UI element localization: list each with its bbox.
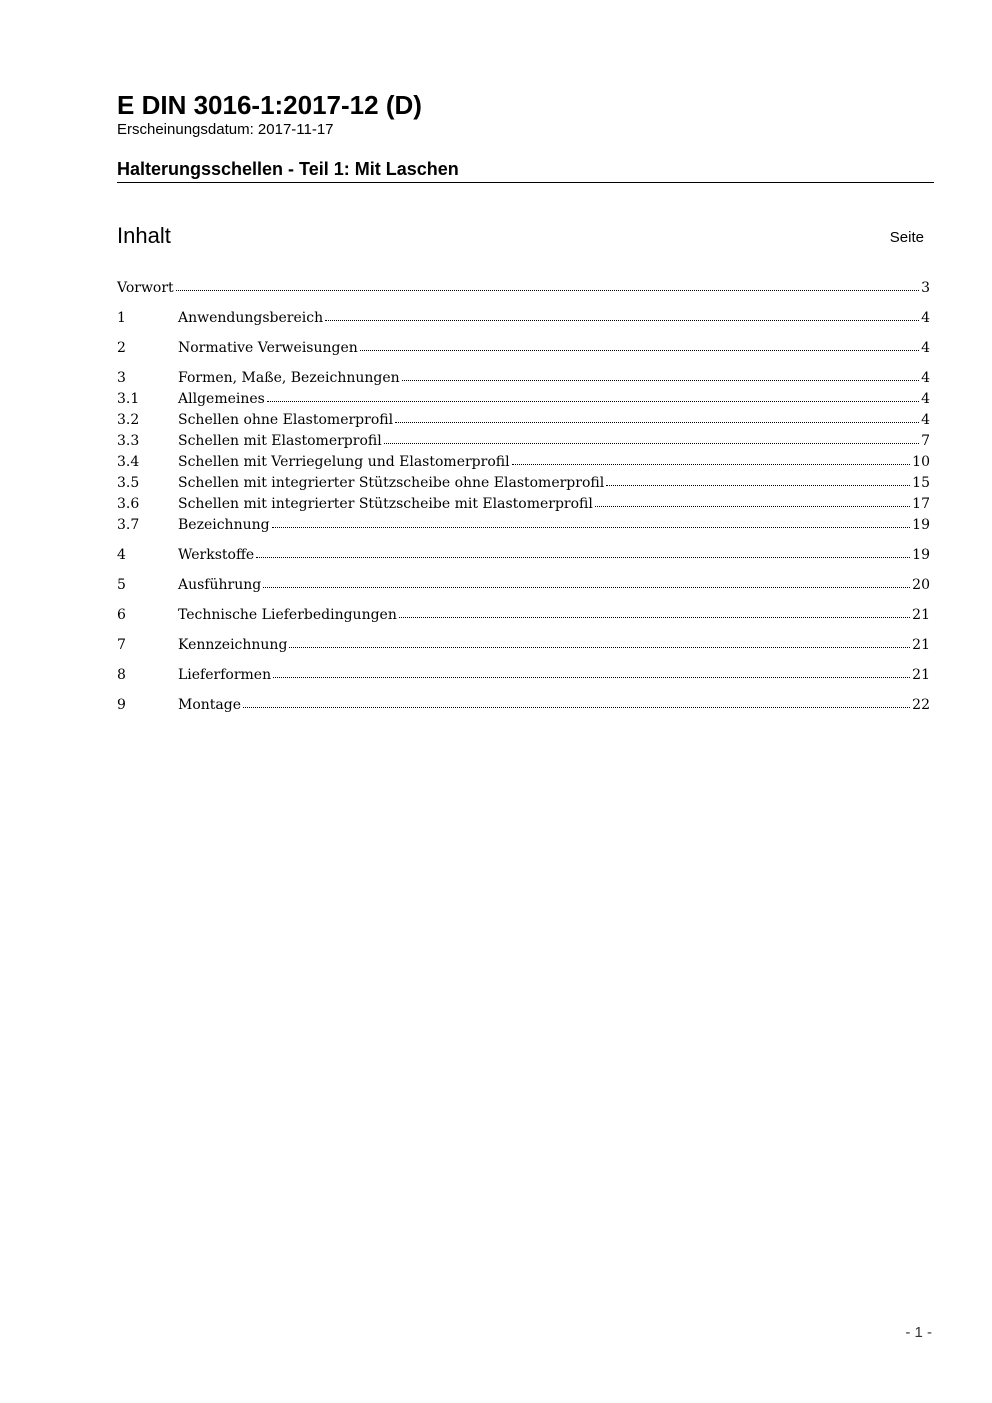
toc-entry-number: 5 (117, 577, 126, 593)
toc-leader-dots (267, 401, 919, 402)
toc-leader-dots (273, 677, 910, 678)
toc-entry-vorwort[interactable] (117, 278, 930, 299)
toc-entry-number: 3.5 (117, 475, 140, 491)
toc-entry-5[interactable] (117, 575, 930, 596)
toc-entry-page: 21 (912, 637, 930, 653)
toc-leader-dots (399, 617, 910, 618)
toc-leader-dots (402, 380, 919, 381)
toc-leader-dots (325, 320, 919, 321)
toc-entry-8[interactable] (117, 665, 930, 686)
toc-entry-label: Schellen mit integrierter Stützscheibe mit Elastomerprofil (178, 496, 593, 512)
toc-entry-label: Formen, Maße, Bezeichnungen (178, 370, 400, 386)
toc-entry-page: 15 (912, 475, 930, 491)
toc-entry-3-3[interactable] (117, 431, 930, 452)
toc-entry-3-6[interactable] (117, 494, 930, 515)
toc-entry-number: 7 (117, 637, 126, 653)
toc-entry-label: Ausführung (178, 577, 262, 593)
toc-entry-page: 4 (921, 391, 930, 407)
toc-entry-label: Schellen ohne Elastomerprofil (178, 412, 394, 428)
toc-entry-page: 10 (912, 454, 930, 470)
page-number: - 1 - (905, 1324, 932, 1341)
toc-entry-3[interactable] (117, 368, 930, 389)
toc-entry-label: Allgemeines (178, 391, 265, 407)
toc-leader-dots (256, 557, 910, 558)
toc-heading: Inhalt (117, 223, 171, 248)
toc-entry-number: 3.2 (117, 412, 140, 428)
toc-entry-number: 9 (117, 697, 126, 713)
toc-entry-label: Kennzeichnung (178, 637, 288, 653)
toc-entry-9[interactable] (117, 695, 930, 716)
publication-date: Erscheinungsdatum: 2017-11-17 (117, 121, 334, 138)
toc-entry-7[interactable] (117, 635, 930, 656)
toc-entry-page: 4 (921, 370, 930, 386)
toc-entry-number: 3.7 (117, 517, 140, 533)
toc-leader-dots (289, 647, 910, 648)
toc-entry-number: 3.1 (117, 391, 140, 407)
toc-entry-number: 3.6 (117, 496, 140, 512)
toc-leader-dots (395, 422, 919, 423)
toc-entry-page: 3 (921, 280, 930, 296)
toc-leader-dots (272, 527, 911, 528)
toc-entry-label: Schellen mit Verriegelung und Elastomerprofil (178, 454, 510, 470)
toc-entry-3-7[interactable] (117, 515, 930, 536)
toc-leader-dots (512, 464, 911, 465)
toc-entry-label: Normative Verweisungen (178, 340, 358, 356)
toc-entry-page: 19 (912, 517, 930, 533)
toc-entry-4[interactable] (117, 545, 930, 566)
toc-entry-3-4[interactable] (117, 452, 930, 473)
toc-entry-6[interactable] (117, 605, 930, 626)
toc-leader-dots (384, 443, 919, 444)
toc-entry-number: 3.3 (117, 433, 140, 449)
document-subtitle: Halterungsschellen - Teil 1: Mit Laschen (117, 159, 459, 179)
toc-entry-label: Schellen mit integrierter Stützscheibe ohne Elastomerprofil (178, 475, 605, 491)
toc-leader-dots (606, 485, 910, 486)
toc-entry-1[interactable] (117, 308, 930, 329)
toc-entry-number: 3.4 (117, 454, 140, 470)
toc-entry-page: 22 (912, 697, 930, 713)
table-of-contents (117, 278, 930, 716)
toc-leader-dots (263, 587, 910, 588)
toc-entry-3-2[interactable] (117, 410, 930, 431)
document-title: E DIN 3016-1:2017-12 (D) (117, 90, 422, 120)
toc-entry-page: 4 (921, 412, 930, 428)
toc-entry-label: Schellen mit Elastomerprofil (178, 433, 382, 449)
toc-leader-dots (595, 506, 910, 507)
toc-entry-label: Anwendungsbereich (178, 310, 324, 326)
toc-entry-label: Lieferformen (178, 667, 272, 683)
toc-entry-label: Vorwort (117, 280, 174, 296)
title-divider (117, 182, 934, 183)
toc-entry-2[interactable] (117, 338, 930, 359)
toc-entry-page: 17 (912, 496, 930, 512)
toc-entry-number: 8 (117, 667, 126, 683)
toc-entry-3-5[interactable] (117, 473, 930, 494)
toc-page-column-label: Seite (889, 229, 924, 246)
toc-entry-page: 20 (912, 577, 930, 593)
toc-leader-dots (176, 290, 919, 291)
toc-entry-page: 7 (921, 433, 930, 449)
toc-entry-number: 4 (117, 547, 126, 563)
toc-entry-page: 21 (912, 667, 930, 683)
toc-entry-label: Montage (178, 697, 241, 713)
toc-entry-number: 2 (117, 340, 126, 356)
toc-entry-page: 4 (921, 310, 930, 326)
toc-entry-page: 4 (921, 340, 930, 356)
toc-entry-3-1[interactable] (117, 389, 930, 410)
toc-leader-dots (243, 707, 910, 708)
toc-entry-label: Technische Lieferbedingungen (178, 607, 397, 623)
toc-entry-number: 3 (117, 370, 126, 386)
toc-entry-number: 6 (117, 607, 126, 623)
toc-leader-dots (360, 350, 919, 351)
toc-entry-label: Werkstoffe (178, 547, 255, 563)
toc-entry-label: Bezeichnung (178, 517, 270, 533)
toc-entry-number: 1 (117, 310, 126, 326)
toc-entry-page: 21 (912, 607, 930, 623)
toc-entry-page: 19 (912, 547, 930, 563)
